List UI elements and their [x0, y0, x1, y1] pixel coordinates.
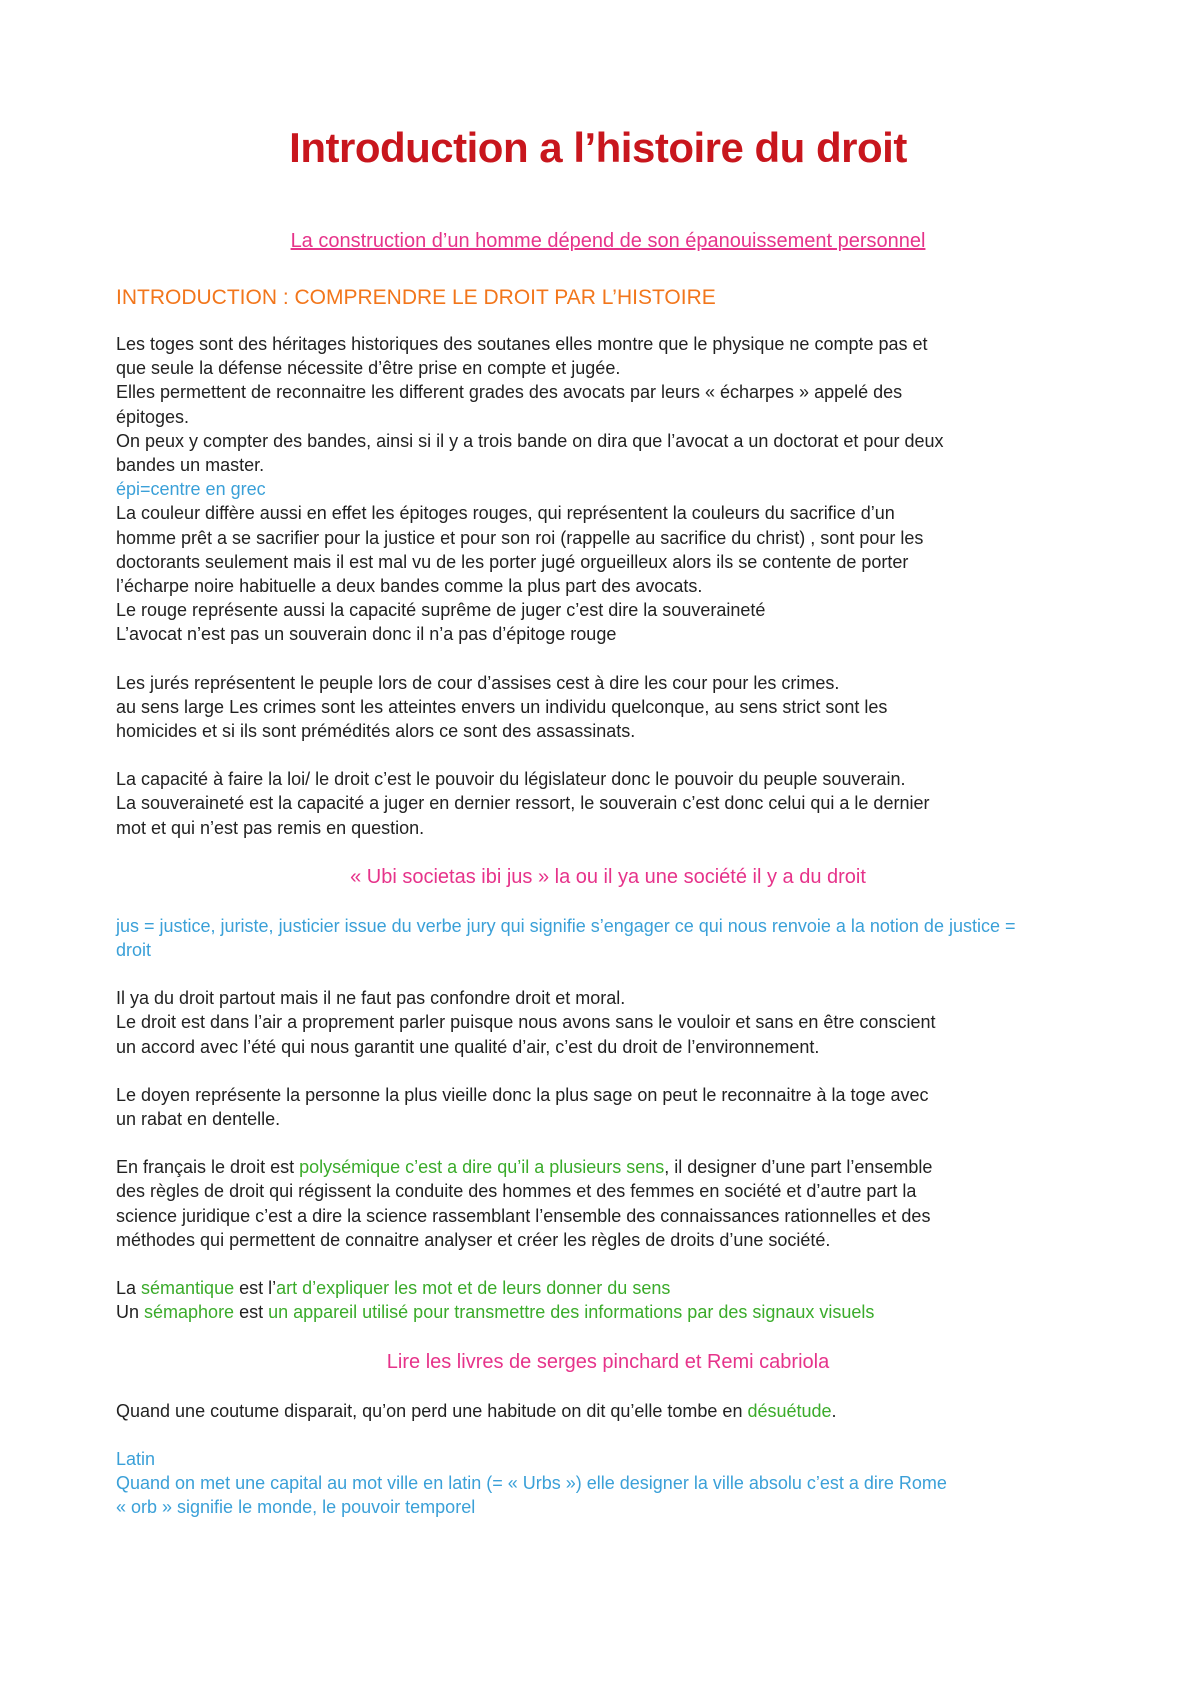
paragraph-latin — [116, 1447, 1100, 1520]
text-line: que seule la défense nécessite d’être prise en compte et jugée. — [116, 358, 621, 379]
text-line: Elles permettent de reconnaitre les different grades des avocats par leurs « écharpes » appelé des — [116, 382, 903, 403]
text-line — [116, 1155, 1100, 1179]
note-line: épi=centre en grec — [116, 479, 266, 500]
text-segment: Quand une coutume disparait, qu’on perd une habitude on dit qu’elle tombe en — [116, 1400, 748, 1421]
text-line: L’avocat n’est pas un souverain donc il n’a pas d’épitoge rouge — [116, 624, 617, 645]
text-line: épitoges. — [116, 406, 190, 427]
text-line: Le droit est dans l’air a proprement parler puisque nous avons sans le vouloir et sans en être conscient — [116, 1012, 936, 1033]
text-line: bandes un master. — [116, 455, 265, 476]
text-line: Les toges sont des héritages historiques des soutanes elles montre que le physique ne compte pas et — [116, 334, 928, 354]
text-line: homicides et si ils sont prémédités alors ce sont des assassinats. — [116, 721, 636, 742]
text-segment: est — [234, 1302, 269, 1323]
section-heading: INTRODUCTION : COMPRENDRE LE DROIT PAR L’HISTOIRE — [116, 286, 716, 309]
paragraph-droit-partout — [116, 986, 1100, 1059]
text-line: Le rouge représente aussi la capacité suprême de juger c’est dire la souveraineté — [116, 600, 766, 621]
paragraph-desuetude — [116, 1399, 1100, 1423]
paragraph-polysemique — [116, 1155, 1100, 1252]
note-line: droit — [116, 940, 152, 961]
text-line: homme prêt a se sacrifier pour la justice et pour son roi (rappelle au sacrifice du christ) , sont pour les — [116, 527, 924, 548]
highlight-definition: art d’expliquer les mot et de leurs donner du sens — [276, 1278, 671, 1299]
highlight-definition: polysémique c’est a dire qu’il a plusieurs sens — [299, 1157, 665, 1178]
highlight-term: désuétude — [747, 1400, 832, 1421]
text-segment: , il designer d’une part l’ensemble — [664, 1157, 933, 1178]
text-segment: En français le droit est — [116, 1157, 300, 1178]
text-line: Il ya du droit partout mais il ne faut pas confondre droit et moral. — [116, 988, 626, 1009]
paragraph-toges — [116, 332, 1100, 647]
text-line: un rabat en dentelle. — [116, 1109, 281, 1130]
text-line — [116, 1300, 1100, 1324]
text-line: On peux y compter des bandes, ainsi si il y a trois bande on dira que l’avocat a un doctorat et pour deux — [116, 430, 944, 451]
document-title: Introduction a l’histoire du droit — [289, 124, 907, 171]
text-line: Le doyen représente la personne la plus vieille donc la plus sage on peut le reconnaitre à la toge avec — [116, 1084, 929, 1105]
text-segment: . — [831, 1400, 837, 1421]
text-line: au sens large Les crimes sont les atteintes envers un individu quelconque, au sens strict sont les — [116, 696, 888, 717]
note-line: Quand on met une capital au mot ville en latin (= « Urbs ») elle designer la ville absolu c’est a dire Rome — [116, 1472, 947, 1493]
highlight-term: sémaphore — [144, 1302, 235, 1323]
text-line: un accord avec l’été qui nous garantit une qualité d’air, c’est du droit de l’environnement. — [116, 1036, 820, 1057]
text-line — [116, 1399, 1100, 1423]
document-page — [116, 118, 1100, 1519]
note-line: « orb » signifie le monde, le pouvoir temporel — [116, 1497, 476, 1518]
paragraph-jures — [116, 671, 1100, 744]
text-line: La souveraineté est la capacité a juger en dernier ressort, le souverain c’est donc celui qui a le dernier — [116, 793, 930, 814]
maxim-heading: « Ubi societas ibi jus » la ou il ya une société il y a du droit — [350, 865, 866, 888]
text-line: La capacité à faire la loi/ le droit c’est le pouvoir du législateur donc le pouvoir du peuple souverain. — [116, 769, 906, 790]
text-segment: La — [116, 1278, 142, 1299]
text-line: mot et qui n’est pas remis en question. — [116, 817, 425, 838]
note-line: Latin — [116, 1448, 156, 1469]
document-subtitle: La construction d’un homme dépend de son épanouissement personnel — [290, 230, 926, 252]
text-segment: est l’ — [234, 1278, 277, 1299]
text-line: des règles de droit qui régissent la conduite des hommes et des femmes en société et d’autre part la — [116, 1181, 917, 1202]
paragraph-souverainete — [116, 767, 1100, 840]
text-line: l’écharpe noire habituelle a deux bandes comme la plus part des avocats. — [116, 576, 703, 597]
note-line: jus = justice, juriste, justicier issue du verbe jury qui signifie s’engager ce qui nous renvoie a la notion de justice = — [116, 915, 1016, 936]
text-segment: Un — [116, 1302, 145, 1323]
text-line: Les jurés représentent le peuple lors de cour d’assises cest à dire les cour pour les crimes. — [116, 672, 840, 693]
highlight-term: sémantique — [141, 1278, 235, 1299]
text-line: méthodes qui permettent de connaitre analyser et créer les règles de droits d’une société. — [116, 1229, 831, 1250]
text-line: La couleur diffère aussi en effet les épitoges rouges, qui représentent la couleurs du sacrifice d’un — [116, 503, 895, 524]
text-line: science juridique c’est a dire la science rassemblant l’ensemble des connaissances rationnelles et des — [116, 1205, 931, 1226]
paragraph-definitions — [116, 1276, 1100, 1324]
paragraph-jus — [116, 914, 1100, 962]
highlight-definition: un appareil utilisé pour transmettre des informations par des signaux visuels — [268, 1302, 875, 1323]
text-line — [116, 1276, 1100, 1300]
reading-note-heading: Lire les livres de serges pinchard et Remi cabriola — [386, 1350, 830, 1373]
paragraph-doyen — [116, 1083, 1100, 1131]
text-line: doctorants seulement mais il est mal vu de les porter jugé orgueilleux alors ils se contente de porter — [116, 551, 909, 572]
